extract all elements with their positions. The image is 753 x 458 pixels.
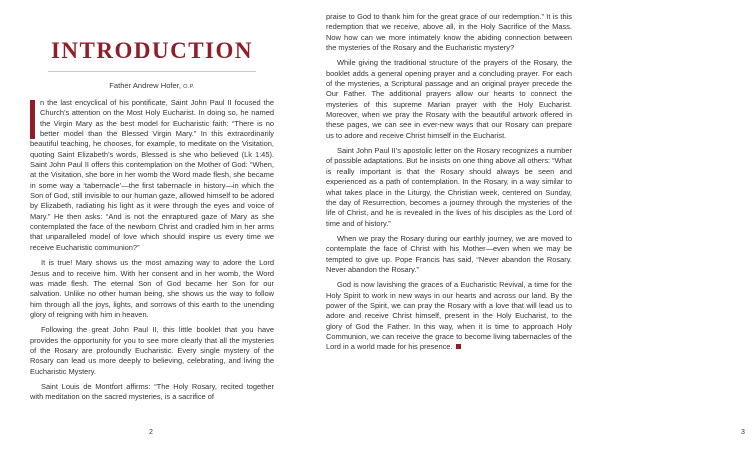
paragraph-8: When we pray the Rosary during our earthly journey, we are moved to contemplate the face of Christ with his Mother—even when we may be tempted to give up. Pope Francis has said, “Never abandon the Rosary. Never abandon the Rosary.” <box>326 233 572 274</box>
paragraph-6: While giving the traditional structure of the prayers of the Rosary, the booklet adds a general opening prayer and a concluding prayer. For each of the mysteries, a Scriptural passage and an original prayer precede the Our Father. The additional prayers allow our hearts to connect the mysteries of this supreme Marian prayer with the Holy Eucharist. Moreover, when we pray the Rosary with the beautiful artwork offered in these pages, we can see in ever-new ways that our Rosary can prepare us to adore and receive Christ himself in the Eucharist. <box>326 58 572 140</box>
paragraph-9 <box>326 280 572 352</box>
paragraph-5: praise to God to thank him for the great grace of our redemption.” It is this redemption that we receive, above all, in the Holy Sacrifice of the Mass. Now how can we more intimately know the abiding connection between the mysteries of the Rosary and the Eucharistic mystery? <box>326 12 572 53</box>
author-degree: O.P. <box>183 84 195 90</box>
author-name: Father Andrew Hofer, <box>109 81 181 90</box>
end-mark-icon <box>456 344 461 349</box>
dropcap-letter <box>30 100 35 139</box>
paragraph-3: Following the great John Paul II, this little booklet that you have provides the opportunity for you to see more clearly that all the mysteries of the Rosary are profoundly Eucharistic. Every single mystery of the Rosary can lead us more deeply to believing, celebrating, and living the Eucharistic Mystery. <box>30 325 274 376</box>
page-title: INTRODUCTION <box>50 38 254 63</box>
paragraph-4: Saint Louis de Montfort affirms: “The Holy Rosary, recited together with meditation on the sacred mysteries, is a sacrifice of <box>30 381 274 402</box>
left-page <box>0 0 300 458</box>
paragraph-9-text: God is now lavishing the graces of a Eucharistic Revival, a time for the Holy Spirit to work in new ways in our hearts and across our land. By the power of the Spirit, we can pray the Rosary with a love that will lead us to adore and receive Christ himself, present in the Holy Eucharist, to the glory of God the Father. In this way, when it is time to approach Holy Communion, we can receive the grace to become living tabernacles of the Lord in a world made for his presence. <box>326 280 572 352</box>
page-number-right: 3 <box>741 429 745 436</box>
paragraph-7: Saint John Paul II’s apostolic letter on the Rosary recognizes a number of possible adaptations. But he insists on one thing above all others: “What is really important is that the Rosary should always be seen and experienced as a path of contemplation. In the Rosary, in a way similar to what takes place in the Liturgy, the Christian week, centered on Sunday, the day of Resurrection, becomes a journey through the mysteries of the life of Christ, and he is revealed in the lives of his disciples as the Lord of time and of history.” <box>326 146 573 228</box>
paragraph-2: It is true! Mary shows us the most amazing way to adore the Lord Jesus and to receive him. With her consent and in her womb, the Word was made flesh. The eternal Son of God became her Son for our salvation. Unlike no other human being, she shows us the way to follow him through all the joys, lights, and sorrows of this earth to the unending glory of reigning with him in heaven. <box>30 258 274 319</box>
page-number-left: 2 <box>149 429 153 436</box>
paragraph-1 <box>30 98 274 253</box>
author-byline <box>30 81 274 90</box>
title-divider <box>48 71 256 72</box>
paragraph-1-text: n the last encyclical of his pontificate, Saint John Paul II focused the Church’s attention on the Most Holy Eucharist. In doing so, he named the Virgin Mary as the best model for Eucharistic faith: “There is no better model than the Blessed Virgin Mary.” In this extraordinarily beautiful teaching, he chooses, for example, to meditate on the Visitation, quoting Saint Elizabeth’s words, Blessed is she who believed (Lk 1:45). Saint John Paul II offers this contemplation on the Mother of God: “When, at the Visitation, she bore in her womb the Word made flesh, she became in some way a ‘tabernacle’—the first tabernacle in history—in which the Son of God, still invisible to our human gaze, allowed himself to be adored by Elizabeth, radiating his light as it were through the eyes and voice of Mary.” He then asks: “And is not the enraptured gaze of Mary as she contemplated the face of the newborn Christ and cradled him in her arms that unparalleled model of love which should inspire us every time we receive Eucharistic communion?” <box>30 98 274 252</box>
right-page <box>300 0 745 458</box>
